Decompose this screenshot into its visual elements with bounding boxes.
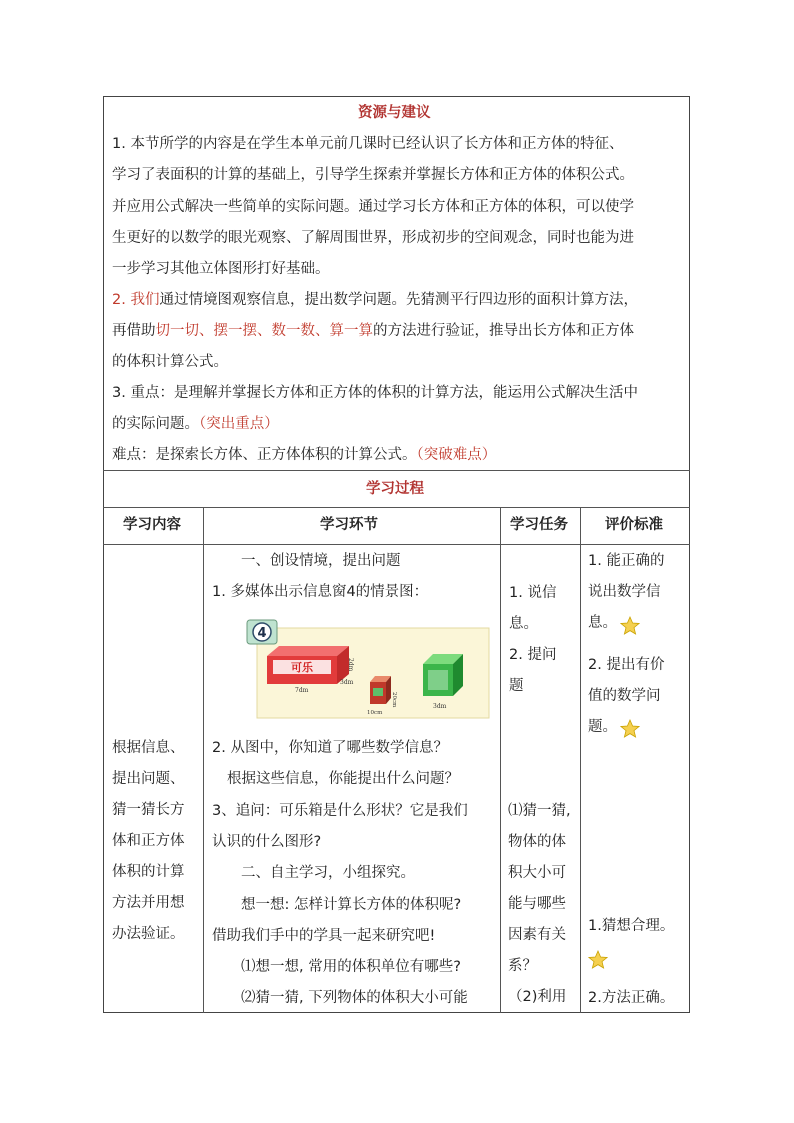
task-line: 积大小可: [508, 865, 566, 881]
task-line: 息。: [509, 616, 538, 632]
step-line: 1. 多媒体出示信息窗4的情景图：: [212, 584, 429, 600]
resources-p1-line: 1. 本节所学的内容是在学生本单元前几课时已经认识了长方体和正方体的特征、: [112, 136, 624, 152]
p2-text: 的方法进行验证，推导出长方体和正方体: [373, 323, 634, 339]
task-col-b: [508, 796, 571, 1013]
step-line: 2. 从图中，你知道了哪些数学信息？: [212, 740, 448, 756]
dim-label: 20cm: [391, 692, 397, 708]
step-line: 根据这些信息，你能提出什么问题？: [227, 771, 459, 787]
resources-p1-line: 一步学习其他立体图形打好基础。: [112, 261, 330, 277]
step-line: 一、创设情境，提出问题: [241, 553, 401, 569]
col-divider: [580, 507, 581, 1013]
task-line: ⑴猜一猜,: [508, 803, 571, 819]
eval-c: 1.猜想合理。: [588, 918, 675, 934]
dim-label: 3dm: [433, 703, 447, 710]
dim-label: 3dm: [340, 679, 354, 686]
p4-highlight: （突破难点）: [416, 447, 497, 463]
eval-line: 说出数学信: [588, 584, 661, 600]
step-line: 借助我们手中的学具一起来研究吧!: [212, 928, 436, 944]
content-line: 提出问题、: [112, 771, 185, 787]
resources-p1-line: 学习了表面积的计算的基础上，引导学生探索并掌握长方体和正方体的体积公式。: [112, 167, 634, 183]
task-line: 系？: [508, 958, 537, 974]
info-window-image: [245, 616, 491, 720]
p2-highlight: 2. 我们: [112, 292, 160, 308]
eval-line: 息。: [588, 615, 617, 631]
resources-p2-line2: [112, 316, 634, 347]
star-icon: [620, 719, 640, 739]
dim-label: 2dm: [347, 658, 354, 672]
col-divider: [500, 507, 501, 1013]
content-line: 根据信息、: [112, 740, 185, 756]
content-line: 猜一猜长方: [112, 802, 185, 818]
resources-p1-line: 并应用公式解决一些简单的实际问题。通过学习长方体和正方体的体积，可以使学: [112, 199, 634, 215]
resources-p4: [112, 440, 496, 471]
task-line: 2. 提问: [509, 647, 557, 663]
header-step: 学习环节: [320, 517, 378, 533]
resources-p2-line3: 的体积计算公式。: [112, 354, 228, 370]
header-eval: 评价标准: [605, 517, 663, 533]
step-line: ⑵猜一猜, 下列物体的体积大小可能: [241, 990, 468, 1006]
badge-number: 4: [257, 626, 267, 641]
p2-text: 再借助: [112, 323, 156, 339]
task-line: 1. 说信: [509, 585, 557, 601]
resources-p2-line1: [112, 285, 638, 316]
cola-label: 可乐: [291, 661, 313, 674]
content-line: 办法验证。: [112, 926, 185, 942]
p2-text: 通过情境图观察信息，提出数学问题。先猜测平行四边形的面积计算方法，: [159, 292, 638, 308]
eval-line: 1. 能正确的: [588, 553, 665, 569]
eval-line: 题。: [588, 719, 617, 735]
resources-p3-line1: 3. 重点：是理解并掌握长方体和正方体的体积的计算方法，能运用公式解决生活中: [112, 385, 638, 401]
step-line: ⑴想一想, 常用的体积单位有哪些?: [241, 959, 461, 975]
resources-p1-line: 生更好的以数学的眼光观察、了解周围世界，形成初步的空间观念，同时也能为进: [112, 230, 634, 246]
info-window-figure: [245, 616, 491, 720]
task-line: 题: [509, 678, 524, 694]
p3-text: 的实际问题。: [112, 416, 199, 432]
step-line: [212, 796, 468, 827]
resources-p3-line2: [112, 409, 279, 440]
step-line: 认识的什么图形?: [212, 834, 322, 850]
p3-highlight: （突出重点）: [199, 416, 279, 432]
step-line: 二、自主学习，小组探究。: [241, 865, 415, 881]
task-line: （2)利用: [508, 989, 567, 1005]
header-content: 学习内容: [123, 517, 181, 533]
content-line: 体和正方体: [112, 833, 185, 849]
p2-highlight: 切一切、摆一摆、数一数、算一算: [155, 323, 373, 339]
content-line: 方法并用想: [112, 895, 185, 911]
resources-title: 资源与建议: [358, 105, 431, 121]
step-line: 想一想: 怎样计算长方体的体积呢?: [241, 897, 462, 913]
eval-line: 值的数学问: [588, 688, 661, 704]
task-line: 能与哪些: [508, 896, 566, 912]
content-col: [112, 733, 185, 950]
task-line: 因素有关: [508, 927, 566, 943]
header-task: 学习任务: [510, 517, 568, 533]
content-line: 体积的计算: [112, 864, 185, 880]
dim-label: 10cm: [367, 710, 383, 716]
process-title: 学习过程: [366, 481, 424, 497]
dim-label: 7dm: [295, 687, 309, 694]
p4-text: 难点：是探索长方体、正方体体积的计算公式。: [112, 447, 417, 463]
col-divider: [203, 507, 204, 1013]
task-col-a: [509, 578, 556, 702]
row-divider: [103, 507, 690, 508]
star-icon: [588, 950, 608, 970]
eval-line: 2. 提出有价: [588, 657, 665, 673]
task-line: 物体的体: [508, 834, 566, 850]
step-line-text: 3、追问：可乐箱是什么形状？它是我们: [212, 803, 468, 819]
row-divider: [103, 544, 690, 545]
eval-d: 2.方法正确。: [588, 990, 675, 1006]
star-icon: [620, 616, 640, 636]
